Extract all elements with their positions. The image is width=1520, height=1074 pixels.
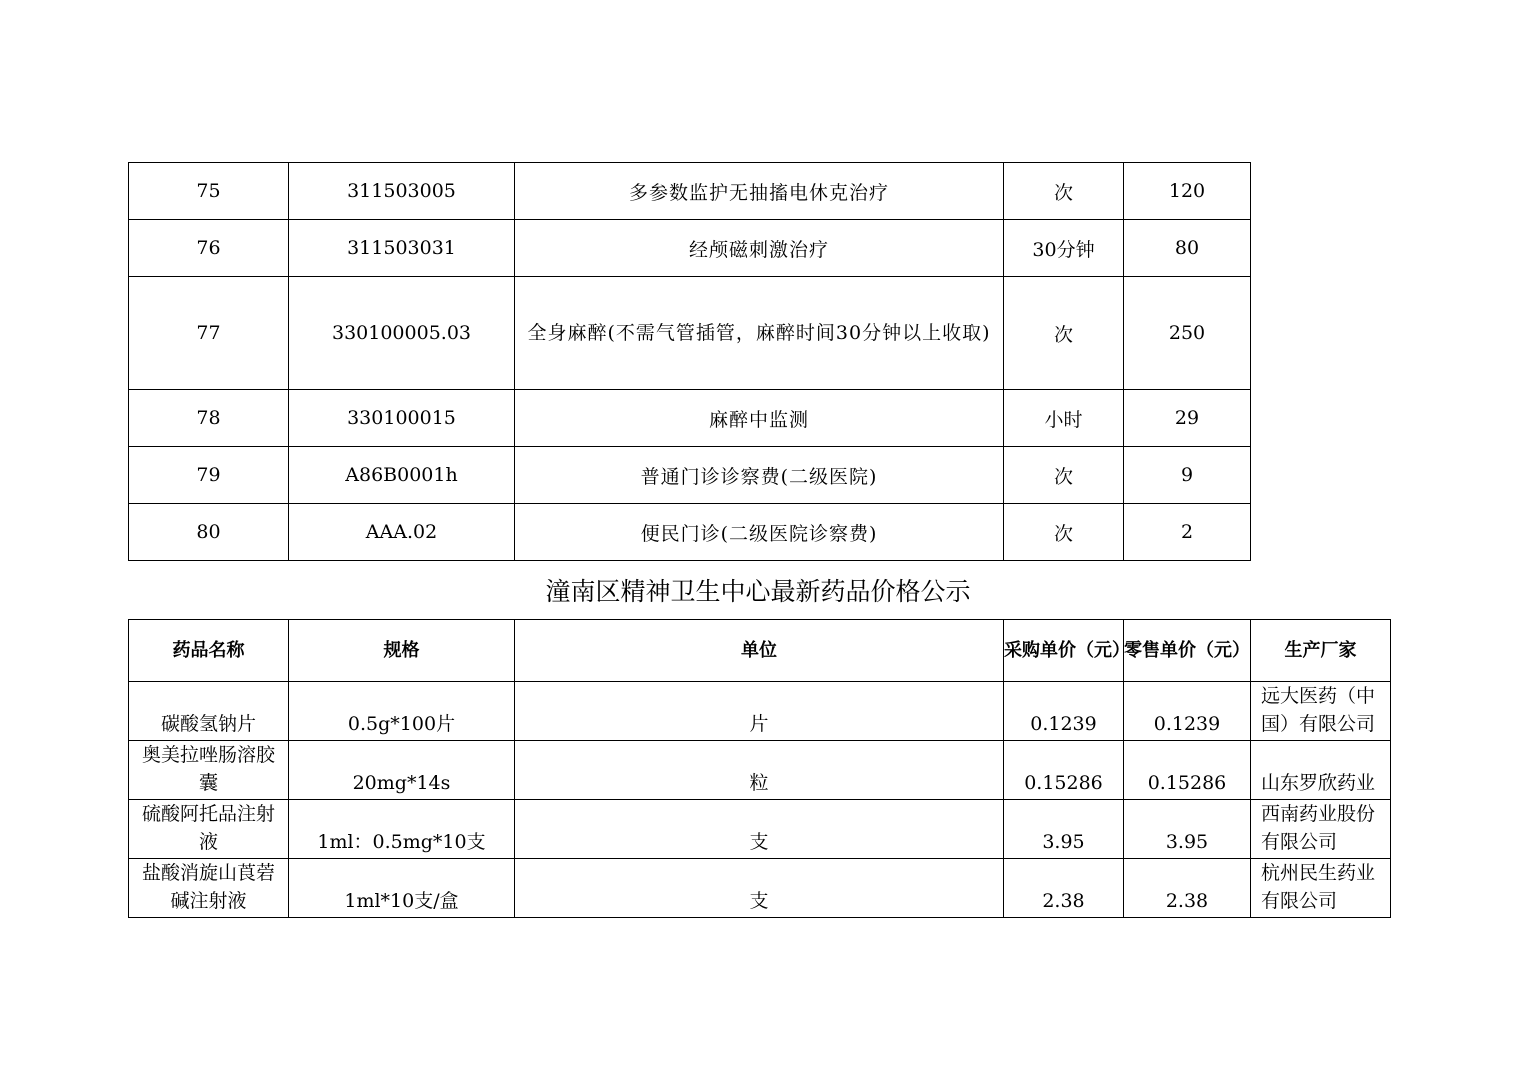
drug-retail-price: 3.95 — [1124, 800, 1251, 859]
table-row — [129, 447, 1251, 504]
header-manufacturer: 生产厂家 — [1251, 620, 1391, 682]
table-row — [129, 741, 1391, 800]
service-name: 经颅磁刺激治疗 — [515, 220, 1004, 277]
service-name: 便民门诊(二级医院诊察费) — [515, 504, 1004, 561]
header-spec: 规格 — [289, 620, 515, 682]
service-unit: 次 — [1004, 277, 1124, 390]
drug-name: 硫酸阿托品注射液 — [129, 800, 289, 859]
service-name: 普通门诊诊察费(二级医院) — [515, 447, 1004, 504]
service-code: A86B0001h — [289, 447, 515, 504]
table-row — [129, 800, 1391, 859]
service-price: 250 — [1124, 277, 1251, 390]
service-code: 330100005.03 — [289, 277, 515, 390]
drug-unit: 粒 — [515, 741, 1004, 800]
drug-name: 盐酸消旋山莨菪碱注射液 — [129, 859, 289, 918]
drug-manufacturer: 山东罗欣药业 — [1251, 741, 1391, 800]
table-row — [129, 859, 1391, 918]
drug-retail-price: 0.1239 — [1124, 682, 1251, 741]
table-row — [129, 504, 1251, 561]
service-no: 80 — [129, 504, 289, 561]
drug-retail-price: 2.38 — [1124, 859, 1251, 918]
drug-name: 奥美拉唑肠溶胶囊 — [129, 741, 289, 800]
header-retail-price: 零售单价（元） — [1124, 620, 1251, 682]
drug-spec: 0.5g*100片 — [289, 682, 515, 741]
drug-spec: 20mg*14s — [289, 741, 515, 800]
table-row — [129, 163, 1251, 220]
service-price: 120 — [1124, 163, 1251, 220]
drug-purchase-price: 3.95 — [1004, 800, 1124, 859]
drug-manufacturer: 远大医药（中国）有限公司 — [1251, 682, 1391, 741]
service-unit: 小时 — [1004, 390, 1124, 447]
table-row — [129, 682, 1391, 741]
service-name-cell — [515, 277, 1004, 390]
service-name: 全身麻醉(不需气管插管，麻醉时间30分钟以上收取) — [527, 322, 991, 344]
drug-purchase-price: 2.38 — [1004, 859, 1124, 918]
drug-price-table — [128, 619, 1391, 918]
drug-name: 碳酸氢钠片 — [129, 682, 289, 741]
service-price: 2 — [1124, 504, 1251, 561]
drug-manufacturer: 杭州民生药业有限公司 — [1251, 859, 1391, 918]
table-row — [129, 220, 1251, 277]
table-header-row — [129, 620, 1391, 682]
service-price: 9 — [1124, 447, 1251, 504]
service-price-table — [128, 162, 1251, 561]
service-name: 麻醉中监测 — [515, 390, 1004, 447]
drug-price-title: 潼南区精神卫生中心最新药品价格公示 — [545, 577, 971, 606]
drug-spec: 1ml*10支/盒 — [289, 859, 515, 918]
service-price: 80 — [1124, 220, 1251, 277]
drug-purchase-price: 0.15286 — [1004, 741, 1124, 800]
header-purchase-price: 采购单价（元） — [1004, 620, 1124, 682]
service-no: 78 — [129, 390, 289, 447]
drug-manufacturer: 西南药业股份有限公司 — [1251, 800, 1391, 859]
drug-retail-price: 0.15286 — [1124, 741, 1251, 800]
service-unit: 次 — [1004, 447, 1124, 504]
service-no: 79 — [129, 447, 289, 504]
table-row — [129, 277, 1251, 390]
service-name: 多参数监护无抽搐电休克治疗 — [515, 163, 1004, 220]
service-price: 29 — [1124, 390, 1251, 447]
service-no: 75 — [129, 163, 289, 220]
drug-purchase-price: 0.1239 — [1004, 682, 1124, 741]
service-unit: 次 — [1004, 163, 1124, 220]
service-unit: 次 — [1004, 504, 1124, 561]
drug-unit: 支 — [515, 859, 1004, 918]
service-code: 311503031 — [289, 220, 515, 277]
drug-unit: 片 — [515, 682, 1004, 741]
service-no: 77 — [129, 277, 289, 390]
table-row — [129, 390, 1251, 447]
service-code: 330100015 — [289, 390, 515, 447]
header-drug-name: 药品名称 — [129, 620, 289, 682]
service-code: AAA.02 — [289, 504, 515, 561]
service-no: 76 — [129, 220, 289, 277]
drug-spec: 1ml：0.5mg*10支 — [289, 800, 515, 859]
service-unit: 30分钟 — [1004, 220, 1124, 277]
header-unit: 单位 — [515, 620, 1004, 682]
drug-unit: 支 — [515, 800, 1004, 859]
service-code: 311503005 — [289, 163, 515, 220]
